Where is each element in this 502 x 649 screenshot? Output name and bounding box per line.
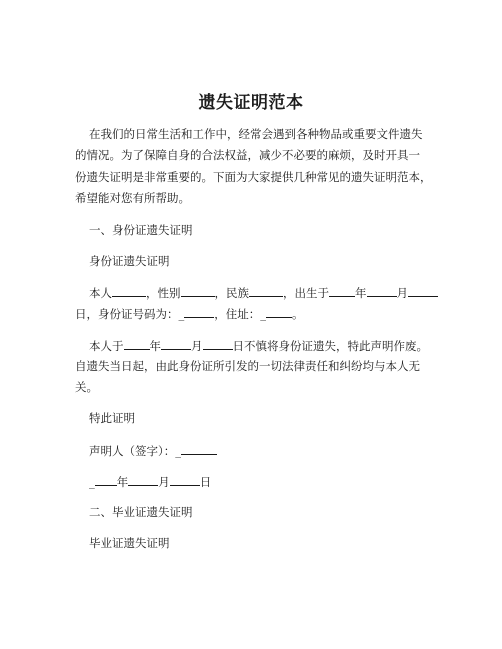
sign-day-blank bbox=[170, 473, 200, 486]
statement-line-3: 关。 bbox=[75, 380, 98, 394]
label-on: 本人于 bbox=[89, 339, 124, 353]
label-sign-year: 年 bbox=[116, 475, 129, 489]
ethnicity-blank bbox=[249, 284, 283, 297]
label-gender: ，性别 bbox=[146, 286, 181, 300]
label-lost-year: 年 bbox=[149, 339, 161, 353]
label-address: ，住址： bbox=[214, 307, 261, 321]
intro-line-2: 的情况。为了保障自身的合法权益，减少不必要的麻烦，及时开具一 bbox=[75, 148, 420, 162]
birth-month-blank bbox=[367, 284, 397, 297]
signer-label: 声明人（签字）： bbox=[89, 444, 176, 458]
id-info-line-1 bbox=[89, 284, 438, 301]
statement-text: 日不慎将身份证遗失，特此声明作废。 bbox=[232, 339, 428, 353]
signature-blank bbox=[181, 442, 217, 455]
label-sign-day: 日 bbox=[199, 475, 212, 489]
id-number-prefix: _ bbox=[178, 307, 185, 321]
label-id-number: 日，身份证号码为： bbox=[75, 307, 179, 321]
section1-heading: 一、身份证遗失证明 bbox=[89, 223, 193, 237]
label-lost-month: 月 bbox=[191, 339, 203, 353]
section2-heading: 二、毕业证遗失证明 bbox=[89, 505, 193, 519]
label-month: 月 bbox=[396, 286, 408, 300]
intro-line-3: 份遗失证明是非常重要的。下面为大家提供几种常见的遗失证明范本， bbox=[75, 170, 432, 184]
birth-day-blank bbox=[408, 284, 438, 297]
lost-year-blank bbox=[124, 337, 150, 350]
sign-month-blank bbox=[128, 473, 158, 486]
signer-prefix: _ bbox=[175, 444, 181, 458]
line-end-period: 。 bbox=[292, 307, 304, 321]
label-ethnicity: ，民族 bbox=[214, 286, 249, 300]
label-sign-month: 月 bbox=[158, 475, 170, 489]
lost-day-blank bbox=[203, 337, 233, 350]
lost-month-blank bbox=[161, 337, 191, 350]
section2-subtitle: 毕业证遗失证明 bbox=[89, 536, 170, 550]
statement-line-2: 自遗失当日起，由此身份证所引发的一切法律责任和纠纷均与本人无 bbox=[75, 359, 420, 373]
statement-line-1 bbox=[89, 337, 428, 354]
id-number-blank bbox=[184, 305, 214, 318]
label-name: 本人 bbox=[89, 286, 112, 300]
section1-subtitle: 身份证遗失证明 bbox=[89, 254, 170, 268]
address-prefix: _ bbox=[260, 307, 266, 321]
closing-text: 特此证明 bbox=[89, 411, 135, 425]
document-title: 遗失证明范本 bbox=[198, 93, 304, 113]
id-info-line-2 bbox=[75, 305, 304, 322]
signer-line bbox=[89, 442, 217, 459]
sign-year-blank bbox=[95, 473, 117, 486]
gender-blank bbox=[181, 284, 215, 297]
label-year: 年 bbox=[355, 286, 367, 300]
birth-year-blank bbox=[329, 284, 355, 297]
label-birth: ，出生于 bbox=[283, 286, 329, 300]
date-line bbox=[89, 473, 211, 490]
intro-line-1: 在我们的日常生活和工作中，经常会遇到各种物品或重要文件遗失 bbox=[89, 127, 423, 141]
address-blank bbox=[266, 305, 292, 318]
date-prefix: _ bbox=[89, 475, 95, 489]
intro-line-4: 希望能对您有所帮助。 bbox=[75, 191, 190, 205]
name-blank bbox=[112, 284, 146, 297]
